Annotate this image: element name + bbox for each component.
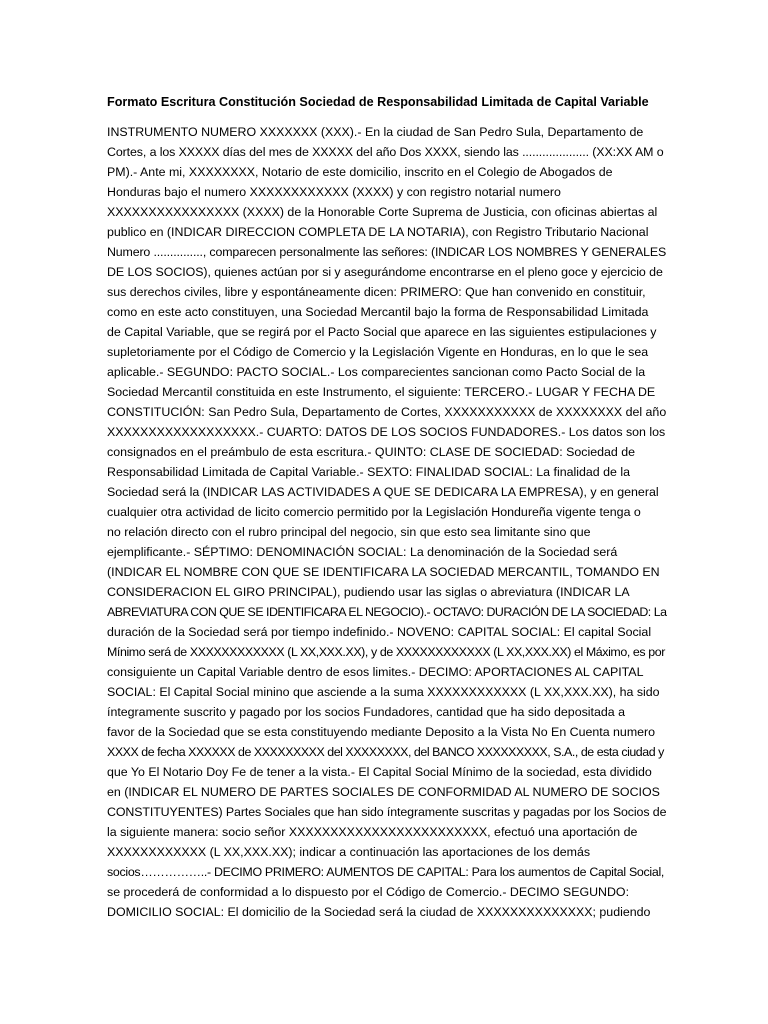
body-text-line: se procederá de conformidad a lo dispuesto por el Código de Comercio.- DECIMO SEGUNDO: [107, 885, 630, 899]
body-text-line: XXXXXXXXXXXXXXXXXX.- CUARTO: DATOS DE LOS SOCIOS FUNDADORES.- Los datos son los [107, 425, 666, 439]
body-text-line: consiguiente un Capital Variable dentro de esos limites.- DECIMO: APORTACIONES AL CAPITAL [107, 665, 644, 679]
body-text-line: XXXXXXXXXXXX (L XX,XXX.XX); indicar a continuación las aportaciones de los demás [107, 845, 591, 859]
body-text-line: Mínimo será de XXXXXXXXXXXX (L XX,XXX.XX), y de XXXXXXXXXXXX (L XX,XXX.XX) el Máximo, es por [107, 645, 665, 659]
body-text-line: DOMICILIO SOCIAL: El domicilio de la Sociedad será la ciudad de XXXXXXXXXXXXXX; pudiendo [107, 905, 651, 919]
body-text-line: CONSIDERACION EL GIRO PRINCIPAL), pudiendo usar las siglas o abreviatura (INDICAR LA [107, 585, 630, 599]
body-text-line: no relación directo con el rubro principal del negocio, sin que esto sea limitante sino que [107, 525, 591, 539]
body-text-line: Honduras bajo el numero XXXXXXXXXXXX (XXXX) y con registro notarial numero [107, 185, 561, 199]
body-text-line: Sociedad Mercantil constituida en este Instrumento, el siguiente: TERCERO.- LUGAR Y FECHA DE [107, 385, 656, 399]
body-text-line: DE LOS SOCIOS), quienes actúan por si y asegurándome encontrarse en el pleno goce y ejercicio de [107, 265, 663, 279]
body-text-line: ejemplificante.- SÉPTIMO: DENOMINACIÓN SOCIAL: La denominación de la Sociedad será [107, 545, 618, 559]
document-body [107, 122, 667, 922]
body-text-line: como en este acto constituyen, una Sociedad Mercantil bajo la forma de Responsabilidad Limitada [107, 305, 649, 319]
body-text-line: (INDICAR EL NOMBRE CON QUE SE IDENTIFICARA LA SOCIEDAD MERCANTIL, TOMANDO EN [107, 565, 660, 579]
body-text-line: consignados en el preámbulo de esta escritura.- QUINTO: CLASE DE SOCIEDAD: Sociedad de [107, 445, 635, 459]
body-text-line: íntegramente suscrito y pagado por los socios Fundadores, cantidad que ha sido depositada a [107, 705, 625, 719]
body-text-line: de Capital Variable, que se regirá por el Pacto Social que aparece en las siguientes estipulaciones y [107, 325, 657, 339]
body-text-line: favor de la Sociedad que se esta constituyendo mediante Deposito a la Vista No En Cuenta numero [107, 725, 656, 739]
body-text-line: Cortes, a los XXXXX días del mes de XXXXX del año Dos XXXX, siendo las .................... (XX:XX AM o [107, 145, 664, 159]
body-text-line: Numero ..............., comparecen personalmente las señores: (INDICAR LOS NOMBRES Y GENERALES [107, 245, 667, 259]
body-text-line: sus derechos civiles, libre y espontáneamente dicen: PRIMERO: Que han convenido en constituir, [107, 285, 646, 299]
body-text-line: ABREVIATURA CON QUE SE IDENTIFICARA EL NEGOCIO).- OCTAVO: DURACIÓN DE LA SOCIEDAD: La [107, 605, 667, 619]
body-text-line: que Yo El Notario Doy Fe de tener a la vista.- El Capital Social Mínimo de la sociedad, esta dividido [107, 765, 652, 779]
body-text-line: PM).- Ante mi, XXXXXXXX, Notario de este domicilio, inscrito en el Colegio de Abogados de [107, 165, 613, 179]
body-text-line: supletoriamente por el Código de Comercio y la Legislación Vigente en Honduras, en lo que le sea [107, 345, 649, 359]
body-text-line: la siguiente manera: socio señor XXXXXXXXXXXXXXXXXXXXXXXX, efectuó una aportación de [107, 825, 638, 839]
document-title: Formato Escritura Constitución Sociedad de Responsabilidad Limitada de Capital Variable [107, 95, 649, 109]
body-text-line: Responsabilidad Limitada de Capital Variable.- SEXTO: FINALIDAD SOCIAL: La finalidad de la [107, 465, 630, 479]
body-text-line: Sociedad será la (INDICAR LAS ACTIVIDADES A QUE SE DEDICARA LA EMPRESA), y en general [107, 485, 659, 499]
body-text-line: CONSTITUYENTES) Partes Sociales que han sido íntegramente suscritas y pagadas por los Socios de [107, 805, 667, 819]
body-text-line: XXXXXXXXXXXXXXXX (XXXX) de la Honorable Corte Suprema de Justicia, con oficinas abiertas al [107, 205, 658, 219]
body-text-line: duración de la Sociedad será por tiempo indefinido.- NOVENO: CAPITAL SOCIAL: El capital Social [107, 625, 652, 639]
body-text-line: INSTRUMENTO NUMERO XXXXXXX (XXX).- En la ciudad de San Pedro Sula, Departamento de [107, 125, 644, 139]
body-text-line: cualquier otra actividad de licito comercio permitido por la Legislación Hondureña vigente tenga o [107, 505, 641, 519]
body-text-line: aplicable.- SEGUNDO: PACTO SOCIAL.- Los comparecientes sancionan como Pacto Social de la [107, 365, 646, 379]
body-text-line: socios……………..- DECIMO PRIMERO: AUMENTOS DE CAPITAL: Para los aumentos de Capital Social, [107, 865, 665, 879]
body-text-line: XXXX de fecha XXXXXX de XXXXXXXXX del XXXXXXXX, del BANCO XXXXXXXXX, S.A., de esta ciudad y [107, 745, 664, 759]
body-text-line: CONSTITUCIÓN: San Pedro Sula, Departamento de Cortes, XXXXXXXXXXX de XXXXXXXX del año [107, 405, 667, 419]
body-text-line: SOCIAL: El Capital Social minino que asciende a la suma XXXXXXXXXXXX (L XX,XXX.XX), ha sido [107, 685, 660, 699]
body-text-line: publico en (INDICAR DIRECCION COMPLETA DE LA NOTARIA), con Registro Tributario Nacional [107, 225, 649, 239]
body-text-line: en (INDICAR EL NUMERO DE PARTES SOCIALES DE CONFORMIDAD AL NUMERO DE SOCIOS [107, 785, 660, 799]
